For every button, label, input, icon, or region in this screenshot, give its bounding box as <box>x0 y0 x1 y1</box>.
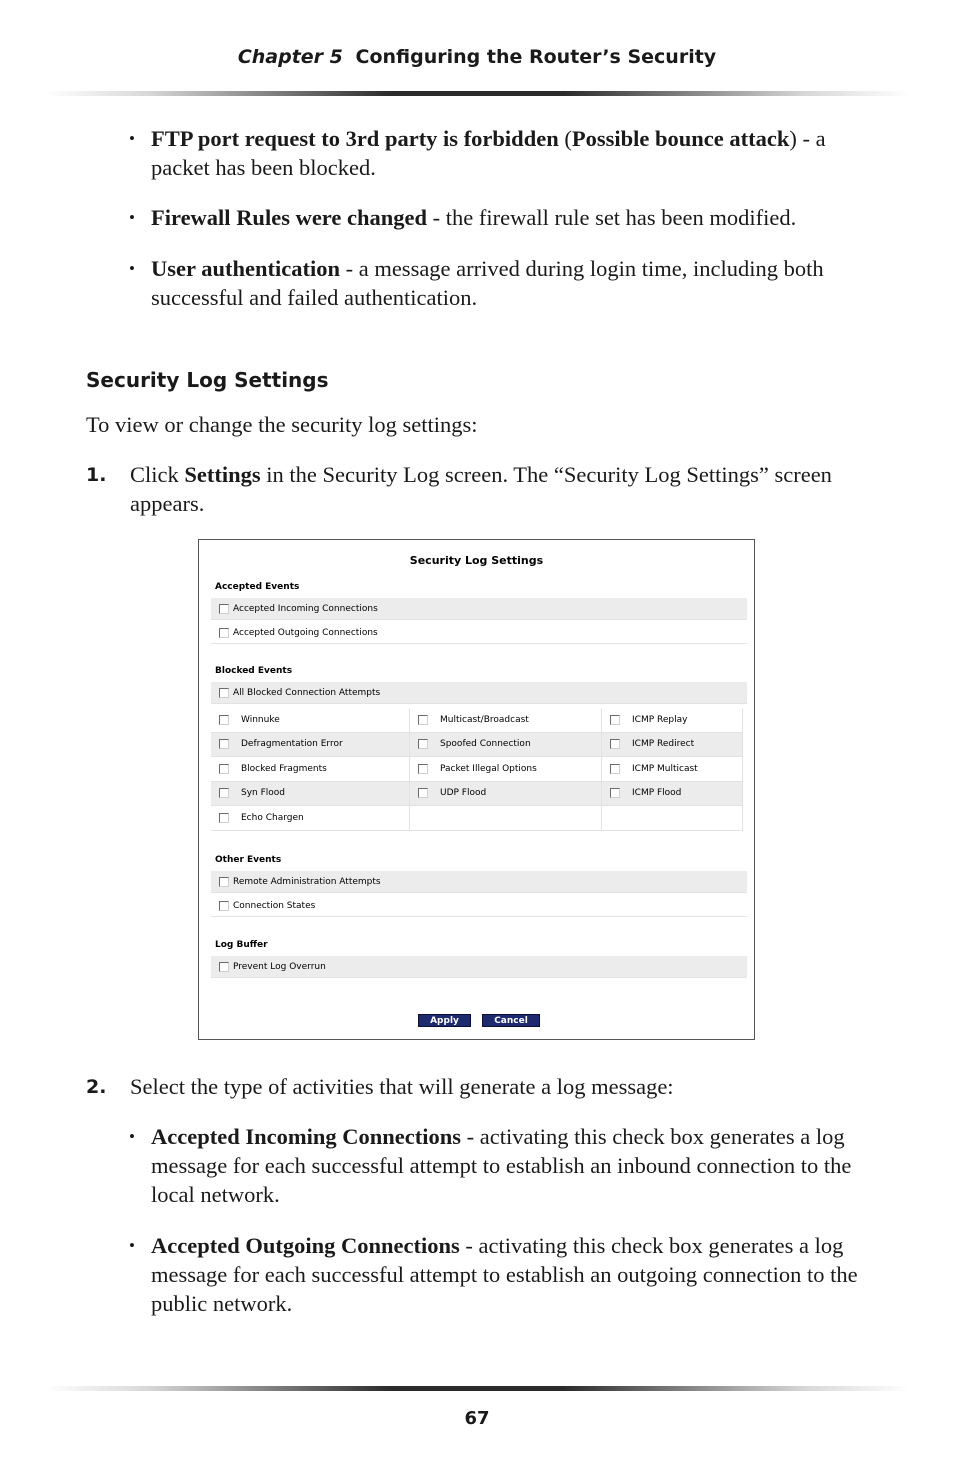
bullet-desc: - activating this check box generates a log message for each successful attempt to establish an inbound connection to the local network. <box>151 1124 852 1207</box>
bullet-dot: • <box>129 1236 135 1255</box>
bullet-user-auth <box>129 254 869 312</box>
option-blocked-fragments[interactable]: Blocked Fragments <box>211 757 410 782</box>
checkbox[interactable] <box>610 788 620 798</box>
step-number: 1. <box>86 464 107 486</box>
option-multicast-broadcast[interactable]: Multicast/Broadcast <box>410 708 602 733</box>
checkbox[interactable] <box>219 604 229 614</box>
option-accepted-outgoing[interactable]: Accepted Outgoing Connections <box>211 622 747 644</box>
bullet-accepted-incoming <box>129 1122 869 1209</box>
step-2 <box>86 1072 866 1101</box>
bullet-desc: - a message arrived during login time, including both successful and failed authentication. <box>151 256 824 310</box>
checkbox[interactable] <box>418 739 428 749</box>
option-packet-illegal-options[interactable]: Packet Illegal Options <box>410 757 602 782</box>
empty-cell <box>602 806 743 831</box>
group-log-buffer: Log Buffer <box>215 940 268 950</box>
bullet-term: Accepted Incoming Connections <box>151 1124 461 1149</box>
option-icmp-flood[interactable]: ICMP Flood <box>602 782 743 807</box>
option-defragmentation-error[interactable]: Defragmentation Error <box>211 733 410 758</box>
option-icmp-replay[interactable]: ICMP Replay <box>602 708 743 733</box>
step-number: 2. <box>86 1076 107 1098</box>
cancel-button[interactable]: Cancel <box>482 1014 540 1027</box>
apply-button[interactable]: Apply <box>418 1014 471 1027</box>
checkbox[interactable] <box>610 739 620 749</box>
option-winnuke[interactable]: Winnuke <box>211 708 410 733</box>
header-rule <box>44 91 910 96</box>
bullet-dot: • <box>129 208 135 227</box>
checkbox[interactable] <box>219 877 229 887</box>
bullet-dot: • <box>129 129 135 148</box>
checkbox[interactable] <box>219 739 229 749</box>
empty-cell <box>410 806 602 831</box>
checkbox[interactable] <box>418 788 428 798</box>
intro-paragraph: To view or change the security log settings: <box>86 412 478 437</box>
bullet-term: FTP port request to 3rd party is forbidden <box>151 126 559 151</box>
option-accepted-incoming[interactable]: Accepted Incoming Connections <box>211 598 747 620</box>
bullet-dot: • <box>129 259 135 278</box>
step-text: Select the type of activities that will generate a log message: <box>130 1074 674 1099</box>
option-icmp-multicast[interactable]: ICMP Multicast <box>602 757 743 782</box>
checkbox[interactable] <box>610 764 620 774</box>
option-connection-states[interactable]: Connection States <box>211 895 747 917</box>
bullet-desc: ) - a packet has been blocked. <box>151 126 826 180</box>
section-heading: Security Log Settings <box>86 368 329 392</box>
page-number: 67 <box>464 1408 490 1429</box>
step-1: 1. Click Settings in the Security Log screen. The “Security Log Settings” screen appears. <box>86 462 832 516</box>
option-udp-flood[interactable]: UDP Flood <box>410 782 602 807</box>
checkbox[interactable] <box>219 688 229 698</box>
bullet-term: Possible bounce attack <box>571 126 790 151</box>
screenshot-title: Security Log Settings <box>409 554 544 567</box>
step-term: Settings <box>184 462 261 487</box>
option-icmp-redirect[interactable]: ICMP Redirect <box>602 733 743 758</box>
checkbox[interactable] <box>219 764 229 774</box>
bullet-dot: • <box>129 1127 135 1146</box>
chapter-title: Configuring the Router’s Security <box>355 46 717 68</box>
checkbox[interactable] <box>418 764 428 774</box>
checkbox[interactable] <box>219 628 229 638</box>
bullet-accepted-outgoing <box>129 1231 869 1318</box>
checkbox[interactable] <box>219 813 229 823</box>
checkbox[interactable] <box>219 788 229 798</box>
checkbox[interactable] <box>418 715 428 725</box>
bullet-term: Firewall Rules were changed <box>151 205 428 230</box>
security-log-settings-screenshot <box>198 539 755 1040</box>
group-accepted-events: Accepted Events <box>215 582 300 592</box>
option-prevent-log-overrun[interactable]: Prevent Log Overrun <box>211 956 747 978</box>
option-echo-chargen[interactable]: Echo Chargen <box>211 806 410 831</box>
bullet-firewall-rules <box>129 203 869 232</box>
blocked-events-grid <box>211 708 743 831</box>
footer-rule <box>44 1386 910 1391</box>
checkbox[interactable] <box>219 715 229 725</box>
option-spoofed-connection[interactable]: Spoofed Connection <box>410 733 602 758</box>
group-blocked-events: Blocked Events <box>215 666 293 676</box>
bullet-desc: - activating this check box generates a log message for each successful attempt to establish an outgoing connection to the public network. <box>151 1233 858 1316</box>
bullet-ftp-port: • FTP port request to 3rd party is forbidden (Possible bounce attack) - a packet has been blocked. <box>129 126 826 180</box>
checkbox[interactable] <box>219 901 229 911</box>
option-all-blocked[interactable]: All Blocked Connection Attempts <box>211 682 747 704</box>
chapter-header <box>0 46 954 68</box>
option-syn-flood[interactable]: Syn Flood <box>211 782 410 807</box>
bullet-term: Accepted Outgoing Connections <box>151 1233 460 1258</box>
chapter-label: Chapter 5 <box>237 46 343 68</box>
group-other-events: Other Events <box>215 855 282 865</box>
checkbox[interactable] <box>219 962 229 972</box>
bullet-term: User authentication <box>151 256 340 281</box>
checkbox[interactable] <box>610 715 620 725</box>
bullet-desc: - the firewall rule set has been modified. <box>427 205 797 230</box>
option-remote-admin[interactable]: Remote Administration Attempts <box>211 871 747 893</box>
